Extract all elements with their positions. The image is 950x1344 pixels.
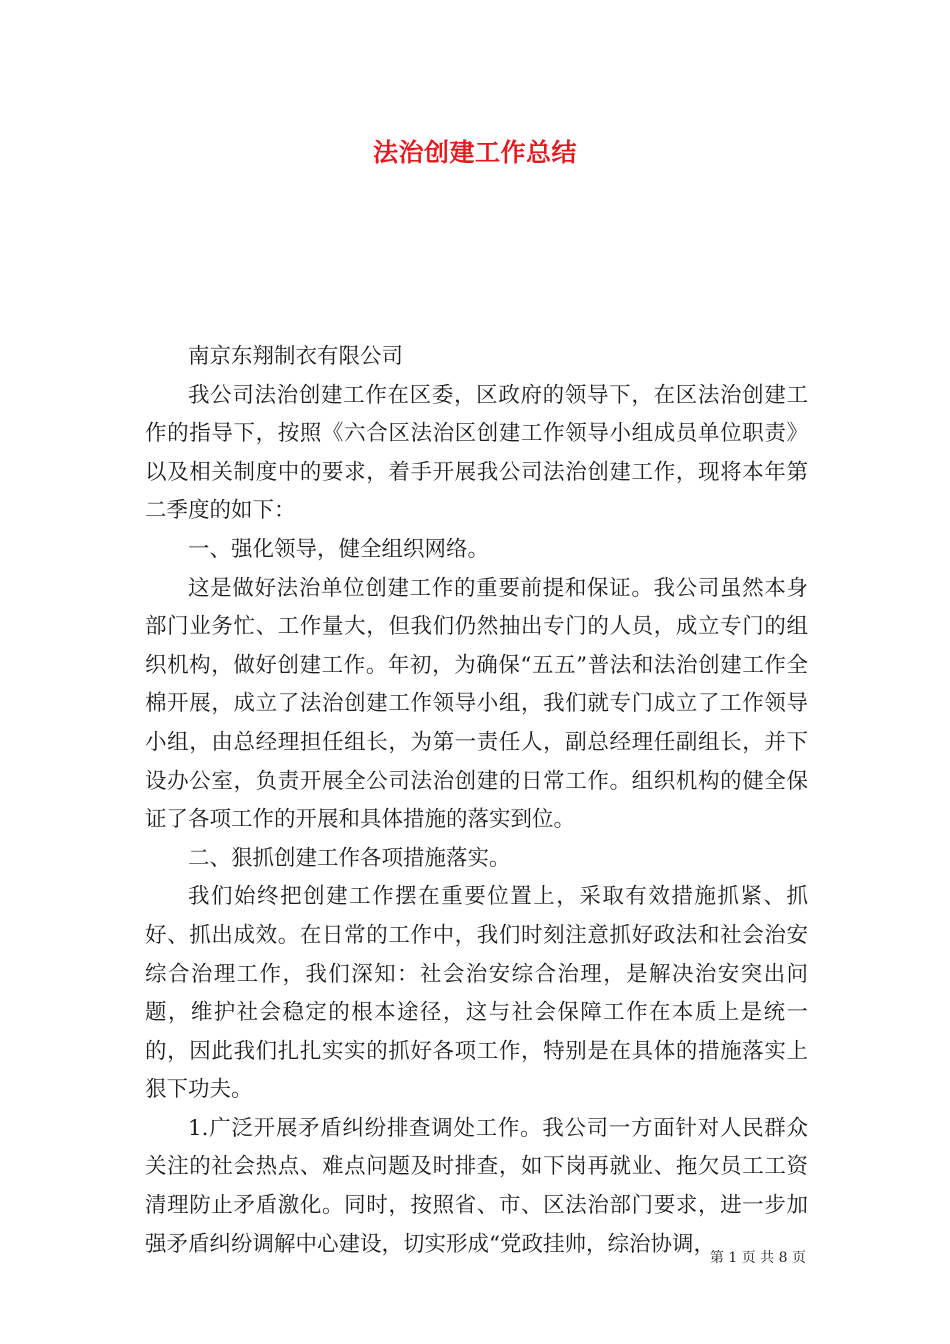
section-2-paragraph: 我们始终把创建工作摆在重要位置上，采取有效措施抓紧、抓好、抓出成效。在日常的工作中，我们时刻注意抓好政法和社会治安综合治理工作，我们深知：社会治安综合治理，是解决治安突出问题，维护社会稳定的根本途径，这与社会保障工作在本质上是统一的，因此我们扎扎实实的抓好各项工作，特别是在具体的措施落实上狠下功夫。 [145, 884, 808, 1103]
intro-paragraph: 我公司法治创建工作在区委，区政府的领导下，在区法治创建工作的指导下，按照《六合区法治区创建工作领导小组成员单位职责》以及相关制度中的要求，着手开展我公司法治创建工作，现将本年第二季度的如下： [145, 382, 808, 524]
section-heading-2: 二、狠抓创建工作各项措施落实。 [188, 845, 511, 871]
item-1-paragraph: 1.广泛开展矛盾纠纷排查调处工作。我公司一方面针对人民群众关注的社会热点、难点问题及时排查，如下岗再就业、拖欠员工工资清理防止矛盾激化。同时，按照省、市、区法治部门要求，进一步加强矛盾纠纷调解中心建设，切实形成“党政挂帅，综治协调， [145, 1115, 808, 1257]
page-number-footer: 第 1 页 共 8 页 [709, 1250, 806, 1266]
document-body [145, 338, 808, 1264]
document-title: 法治创建工作总结 [372, 138, 577, 167]
company-name-paragraph: 南京东翔制衣有限公司 [188, 344, 404, 369]
section-heading-1: 一、强化领导，健全组织网络。 [188, 536, 490, 562]
section-1-paragraph: 这是做好法治单位创建工作的重要前提和保证。我公司虽然本身部门业务忙、工作量大，但我们仍然抽出专门的人员，成立专门的组织机构，做好创建工作。年初，为确保“五五”普法和法治创建工作全棉开展，成立了法治创建工作领导小组，我们就专门成立了工作领导小组，由总经理担任组长，为第一责任人，副总经理任副组长，并下设办公室，负责开展全公司法治创建的日常工作。组织机构的健全保证了各项工作的开展和具体措施的落实到位。 [145, 575, 808, 833]
